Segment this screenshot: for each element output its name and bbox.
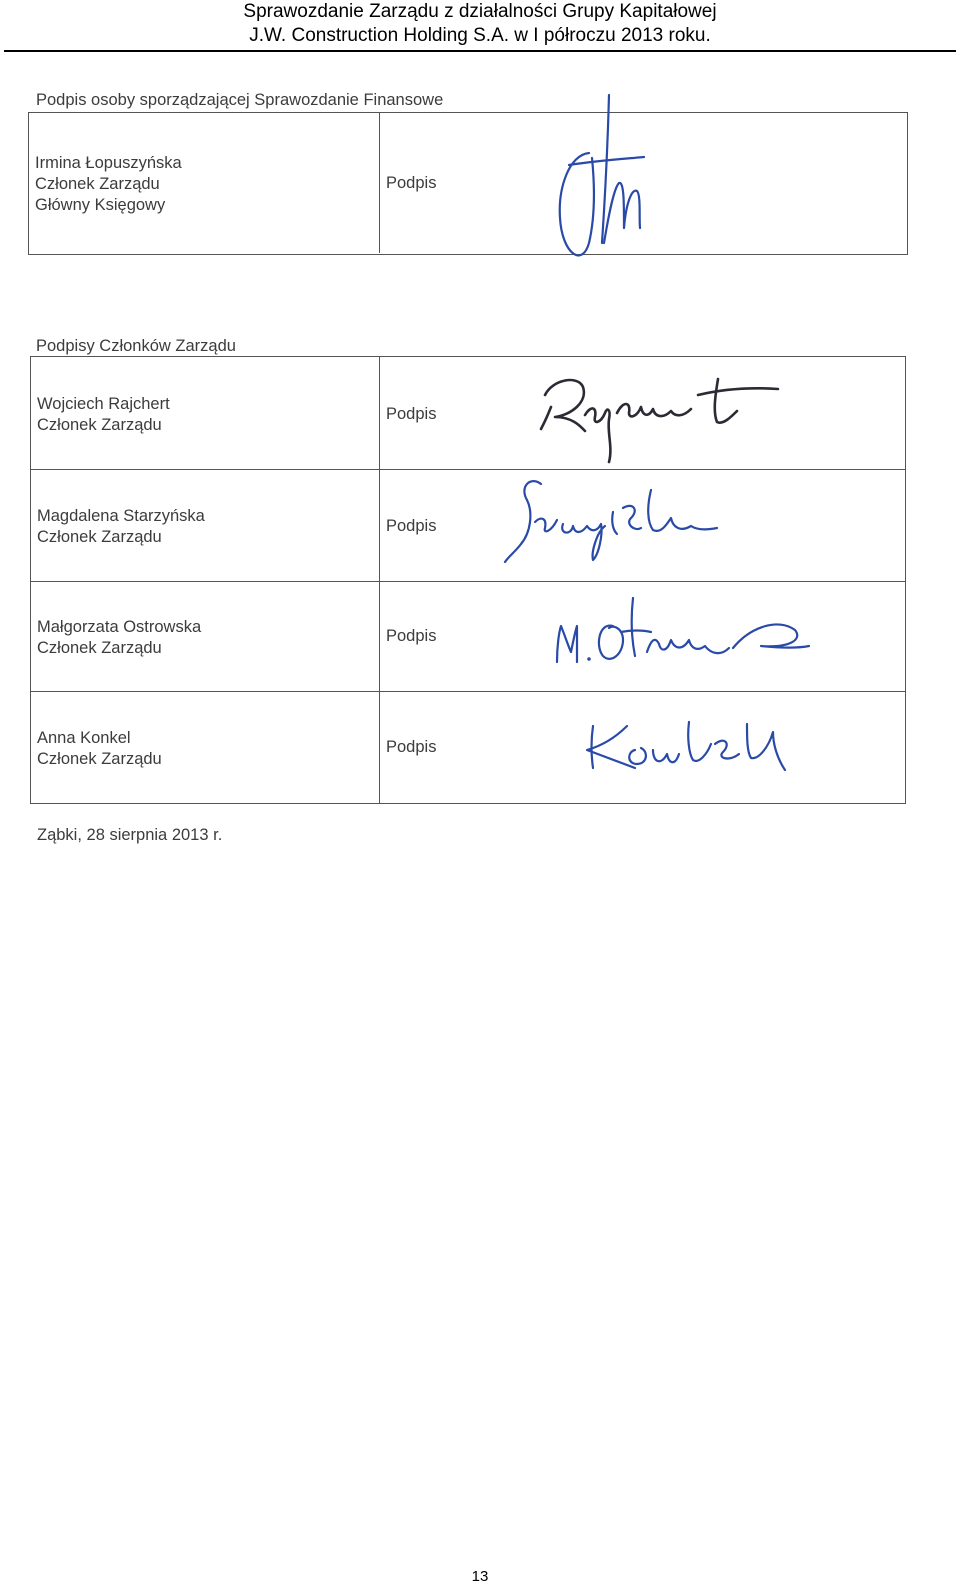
board-signature-table (30, 356, 906, 804)
sign-label: Podpis (386, 174, 437, 192)
document-header (0, 0, 960, 48)
preparer-signature-table (28, 112, 908, 255)
column-divider (379, 357, 380, 469)
board-row (31, 691, 905, 803)
column-divider (379, 582, 380, 691)
board-section-label: Podpisy Członków Zarządu (36, 337, 236, 355)
preparer-role-secondary: Główny Księgowy (35, 196, 166, 214)
member-signature (551, 596, 811, 676)
sign-label: Podpis (386, 627, 437, 645)
column-divider (379, 113, 380, 253)
sign-label: Podpis (386, 517, 437, 535)
column-divider (379, 470, 380, 581)
member-signature (501, 472, 741, 582)
signature-page-scan (28, 86, 920, 866)
header-title-line-1: Sprawozdanie Zarządu z działalności Grupy Kapitałowej (243, 1, 717, 22)
member-signature (533, 367, 783, 467)
board-row (31, 469, 905, 581)
member-name: Anna Konkel (37, 729, 131, 747)
preparer-section-label: Podpis osoby sporządzającej Sprawozdanie Finansowe (36, 91, 444, 109)
member-identity (37, 617, 201, 659)
member-name: Wojciech Rajchert (37, 395, 170, 413)
preparer-role: Członek Zarządu (35, 175, 160, 193)
column-divider (379, 692, 380, 803)
sign-label: Podpis (386, 405, 437, 423)
header-title-line-2: J.W. Construction Holding S.A. w I półroczu 2013 roku. (249, 25, 711, 46)
member-role: Członek Zarządu (37, 528, 162, 546)
header-divider (4, 50, 956, 52)
member-role: Członek Zarządu (37, 750, 162, 768)
board-row (31, 581, 905, 691)
member-role: Członek Zarządu (37, 416, 162, 434)
sign-label: Podpis (386, 738, 437, 756)
place-and-date: Ząbki, 28 sierpnia 2013 r. (37, 826, 223, 844)
member-name: Magdalena Starzyńska (37, 507, 205, 525)
preparer-signature (544, 93, 664, 263)
preparer-row (29, 113, 907, 253)
board-row (31, 357, 905, 469)
member-identity (37, 506, 205, 548)
preparer-identity (35, 153, 182, 216)
member-name: Małgorzata Ostrowska (37, 618, 202, 636)
member-identity (37, 728, 162, 770)
page-number: 13 (471, 1568, 489, 1585)
member-identity (37, 394, 170, 436)
preparer-name: Irmina Łopuszyńska (35, 154, 182, 172)
member-signature (579, 714, 789, 774)
member-role: Członek Zarządu (37, 639, 162, 657)
